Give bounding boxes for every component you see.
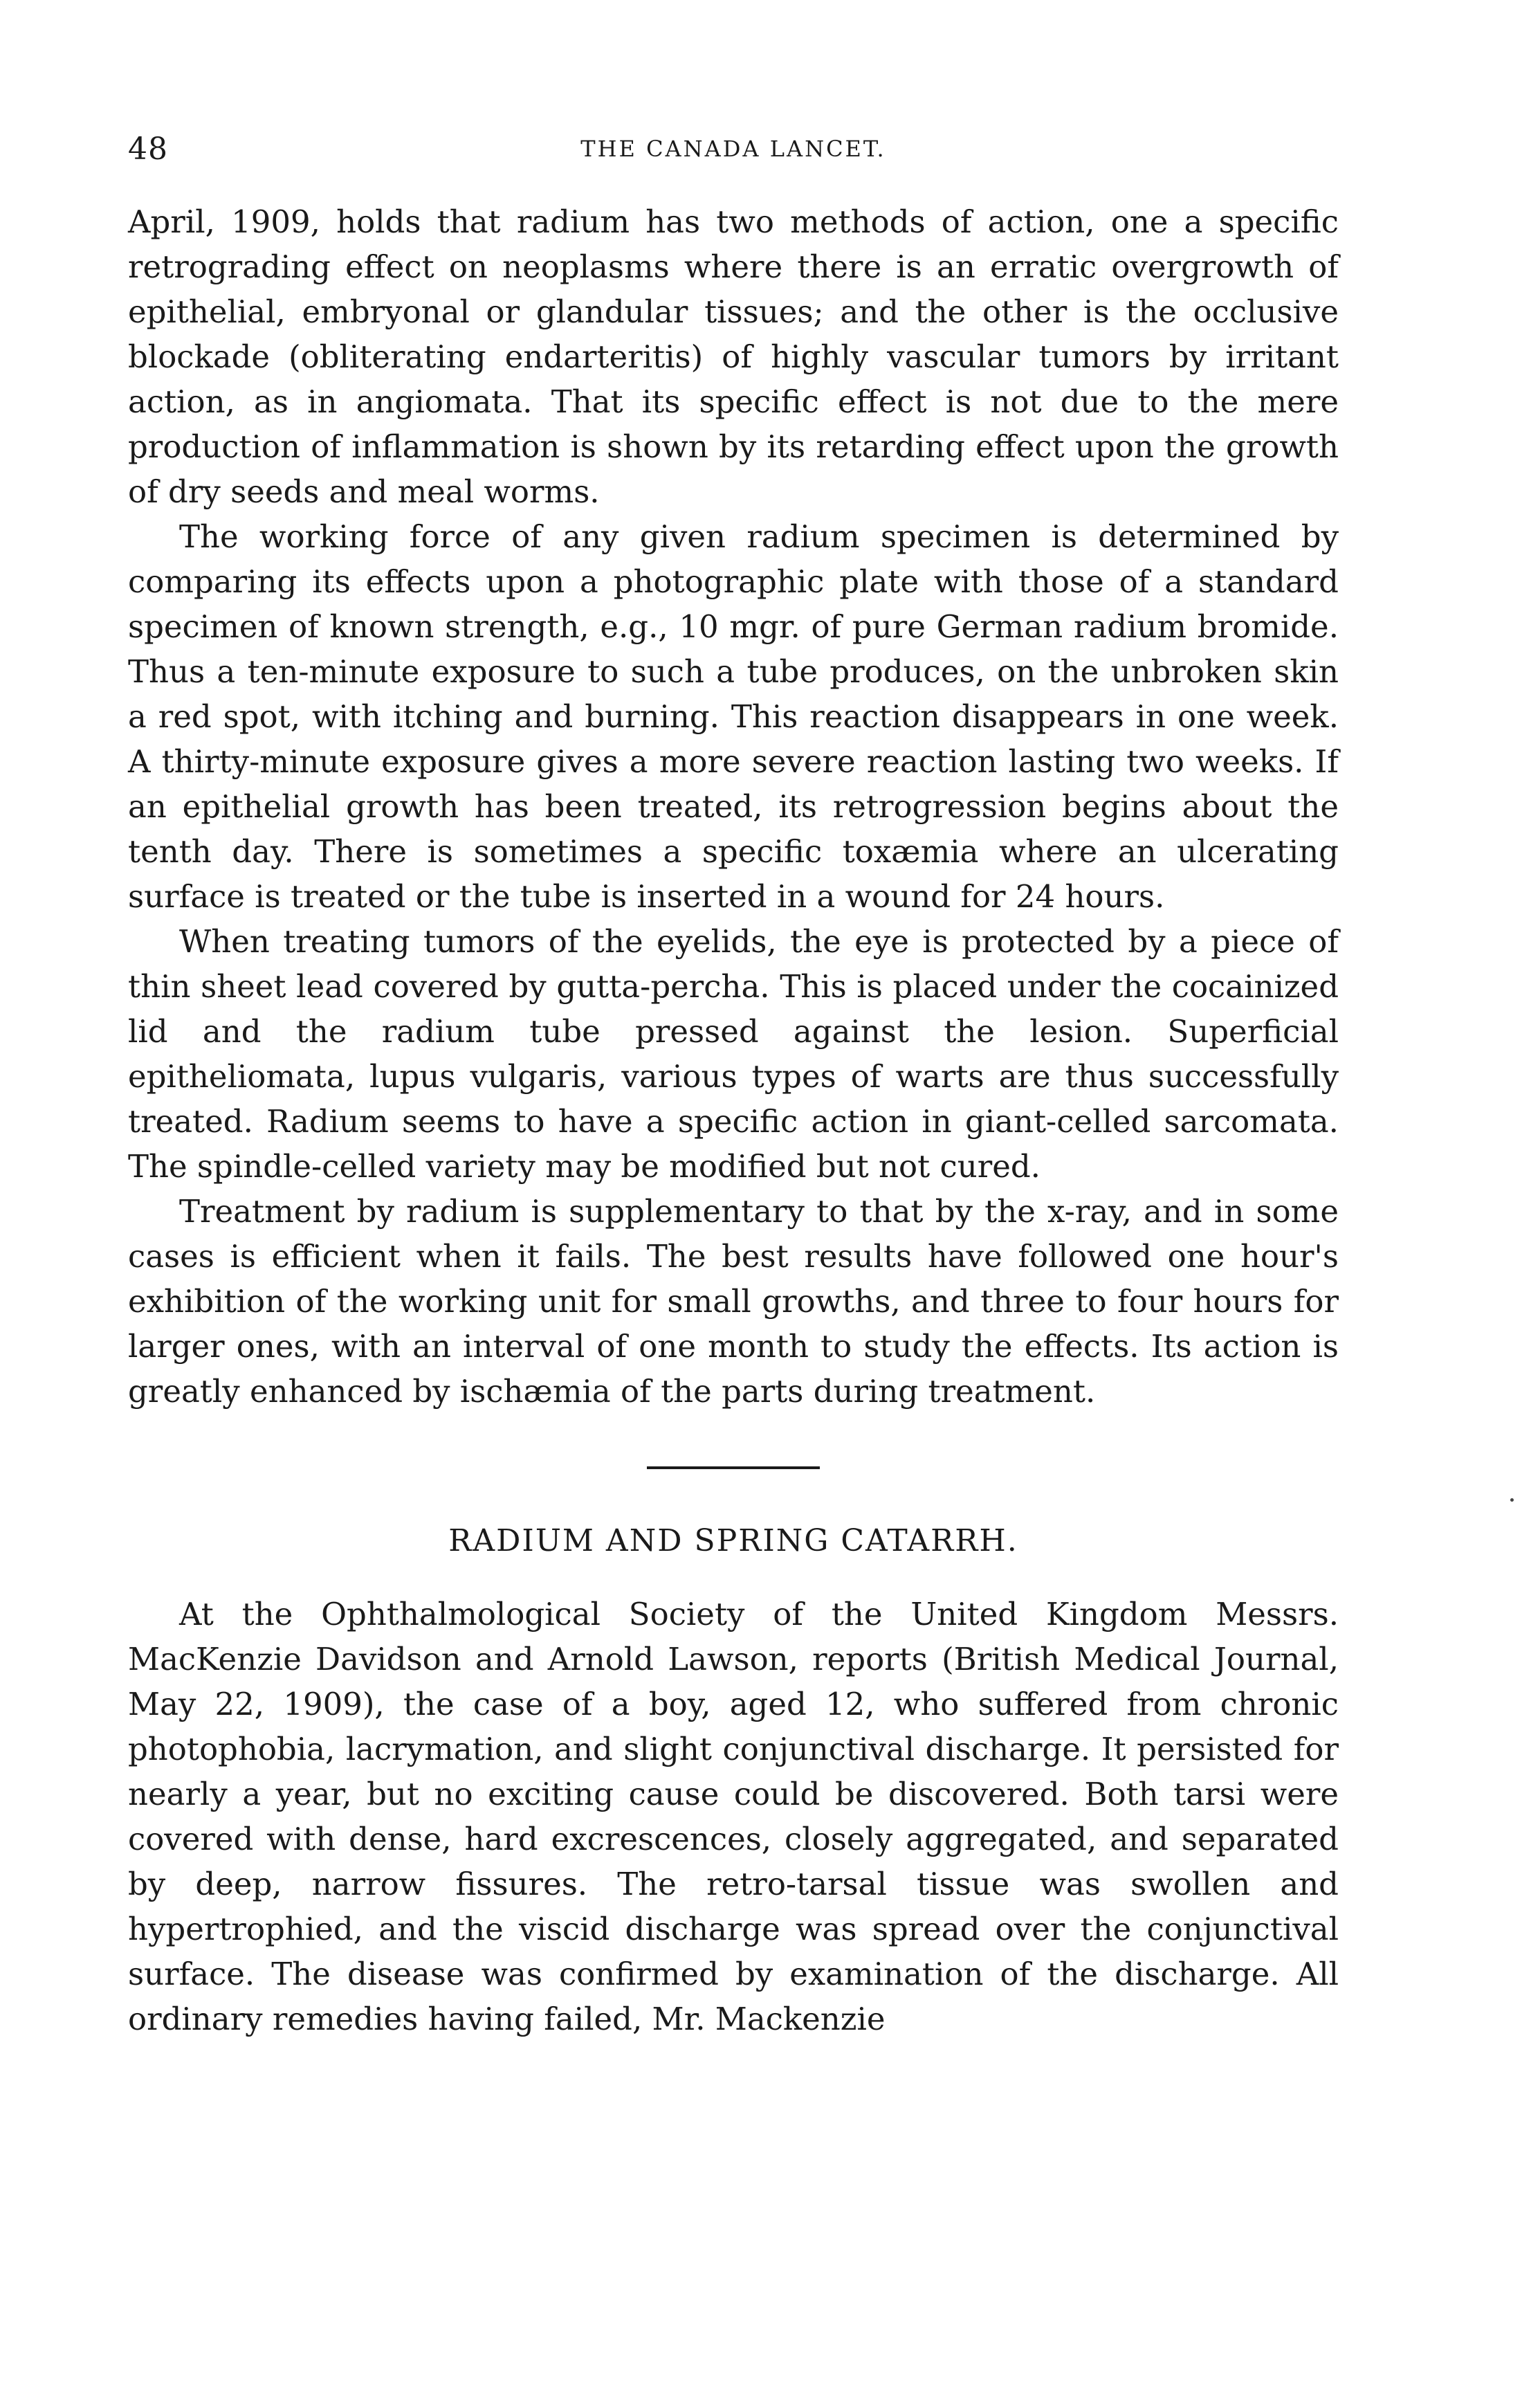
paragraph-eyelid-tumors: When treating tumors of the eyelids, the eye is protected by a piece of thin sheet lead covered by gutta-percha. This is placed under the cocainized lid and the radium tube pressed against the lesion. Superficial epitheliomata, lupus vulgaris, various types of warts are thus successfully treated. Radium seems to have a specific action in giant-celled sarcomata. The spindle-celled variety may be modified but not cured. [128,923,1339,1185]
paragraph-treatment-xray: Treatment by radium is supplementary to that by the x-ray, and in some cases is efficient when it fails. The best results have followed one hour's exhibition of the working unit for small growths, and three to four hours for larger ones, with an interval of one month to study the effects. Its action is greatly enhanced by ischæmia of the parts during treatment. [128,1193,1339,1410]
stray-dot-mark [1510,1498,1514,1502]
paragraph-ophthalmological-case: At the Ophthalmological Society of the United Kingdom Messrs. MacKenzie Davidson and Arnold Lawson, reports (British Medical Journal, May 22, 1909), the case of a boy, aged 12, who suffered from chronic photophobia, lacrymation, and slight conjunctival discharge. It persisted for nearly a year, but no exciting cause could be discovered. Both tarsi were covered with dense, hard excrescences, closely aggregated, and separated by deep, narrow fissures. The retro-tarsal tissue was swollen and hypertrophied, and the viscid discharge was spread over the conjunctival surface. The disease was confirmed by examination of the discharge. All ordinary remedies having failed, Mr. Mackenzie [128,1596,1339,2037]
page [128,131,1339,2041]
catarrh-article [128,1592,1339,2041]
journal-title: THE CANADA LANCET. [580,136,886,162]
page-number: 48 [128,131,168,167]
radium-article [128,199,1339,1414]
section-heading: RADIUM AND SPRING CATARRH. [448,1523,1018,1558]
paragraph-radium-action: April, 1909, holds that radium has two methods of action, one a specific retrograding effect on neoplasms where there is an erratic overgrowth of epithelial, embryonal or glandular tissues; and the other is the occlusive blockade (obliterating endarteritis) of highly vascular tumors by irritant action, as in angiomata. That its specific effect is not due to the mere production of inflammation is shown by its retarding effect upon the growth of dry seeds and meal worms. [128,203,1339,510]
section-divider [647,1466,820,1469]
paragraph-working-force: The working force of any given radium specimen is determined by comparing its effects upon a photographic plate with those of a standard specimen of known strength, e.g., 10 mgr. of pure German radium bromide. Thus a ten-minute exposure to such a tube produces, on the unbroken skin a red spot, with itching and burning. This reaction disappears in one week. A thirty-minute exposure gives a more severe reaction lasting two weeks. If an epithelial growth has been treated, its retrogression begins about the tenth day. There is sometimes a specific toxæmia where an ulcerating surface is treated or the tube is inserted in a wound for 24 hours. [128,518,1339,915]
running-head [128,131,1339,180]
